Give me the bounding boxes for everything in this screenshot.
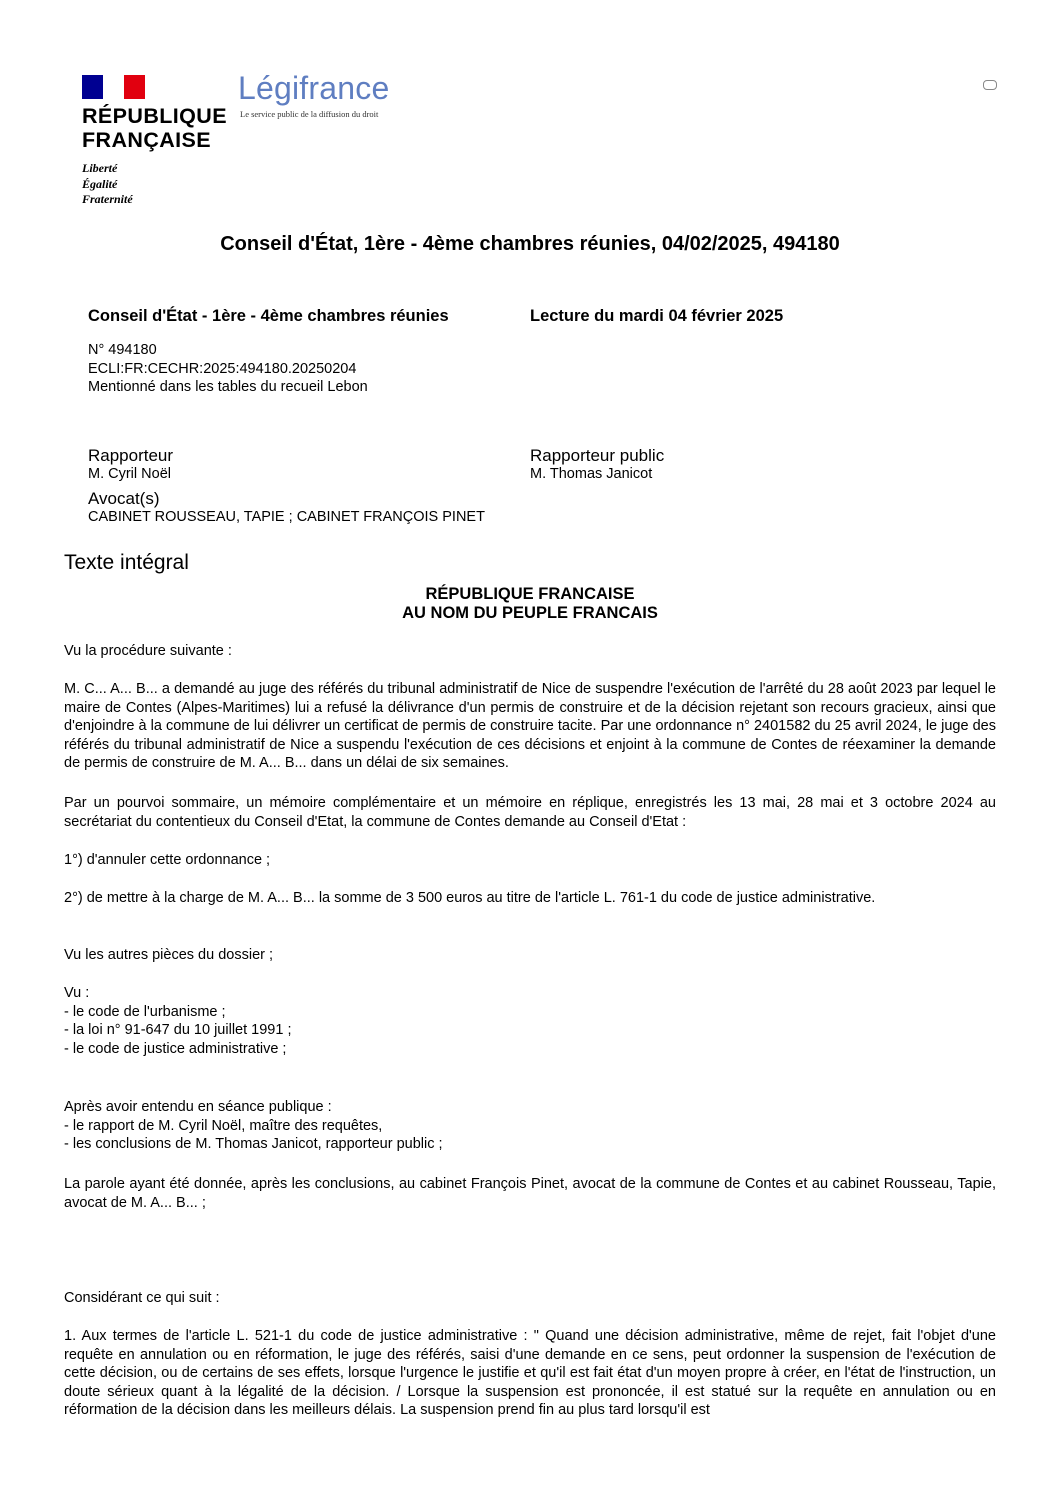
rapporteur-public-label: Rapporteur public xyxy=(530,446,665,465)
paragraph-item-1: 1°) d'annuler cette ordonnance ; xyxy=(64,852,271,868)
document-title: Conseil d'État, 1ère - 4ème chambres réunies, 04/02/2025, 494180 xyxy=(220,233,840,255)
document-meta xyxy=(88,341,368,397)
paragraph-pieces: Vu les autres pièces du dossier ; xyxy=(64,947,274,963)
rapporteur-label: Rapporteur xyxy=(88,446,174,465)
list-item: - le rapport de M. Cyril Noël, maître des requêtes, xyxy=(64,1117,383,1134)
court-name: Conseil d'État - 1ère - 4ème chambres réunies xyxy=(88,307,449,325)
legifrance-tagline: Le service public de la diffusion du droit xyxy=(240,109,379,119)
republique-banner xyxy=(0,585,1060,623)
paragraph-parole: La parole ayant été donnée, après les conclusions, au cabinet François Pinet, avocat de la commune de Contes et au cabinet Rousseau, Tapie, avocat de M. A... B... ; xyxy=(64,1176,996,1211)
paragraph-demande: M. C... A... B... a demandé au juge des référés du tribunal administratif de Nice de suspendre l'exécution de l'arrêté du 28 août 2023 par lequel le maire de Contes (Alpes-Maritimes) lui a refusé la délivrance d'un permis de construire et de la décision rejetant son recours gracieux, ainsi que d'enjoindre à la commune de lui délivrer un certificat de permis de construire tacite. Par une ordonnance n° 2401582 du 25 avril 2024, le juge des référés du tribunal administratif de Nice a suspendu l'exécution de ces décisions et enjoint à la commune de Contes de réexaminer la demande de permis de construire de M. A... B... dans un délai de six semaines. xyxy=(64,681,996,771)
list-item: Après avoir entendu en séance publique : xyxy=(64,1099,332,1115)
logo-line-1: RÉPUBLIQUE xyxy=(82,104,227,128)
list-item: - les conclusions de M. Thomas Janicot, rapporteur public ; xyxy=(64,1136,443,1152)
ecli: ECLI:FR:CECHR:2025:494180.20250204 xyxy=(88,360,357,377)
lecture-date: Lecture du mardi 04 février 2025 xyxy=(530,307,784,325)
banner-line-2: AU NOM DU PEUPLE FRANCAIS xyxy=(402,604,658,622)
devise-fraternite: Fraternité xyxy=(82,192,133,206)
avocats-names: CABINET ROUSSEAU, TAPIE ; CABINET FRANÇOIS PINET xyxy=(88,509,485,525)
logo-line-2: FRANÇAISE xyxy=(82,128,212,152)
vu-list xyxy=(64,984,996,1058)
french-flag-logo xyxy=(82,75,145,99)
paragraph-considerant: Considérant ce qui suit : xyxy=(64,1290,220,1306)
list-item: - le code de l'urbanisme ; xyxy=(64,1003,226,1020)
case-number: N° 494180 xyxy=(88,342,157,358)
lebon-mention: Mentionné dans les tables du recueil Lebon xyxy=(88,379,368,395)
list-item: - le code de justice administrative ; xyxy=(64,1040,287,1057)
avocats-label: Avocat(s) xyxy=(88,489,160,508)
paragraph-procedure: Vu la procédure suivante : xyxy=(64,643,232,659)
devise xyxy=(82,161,133,208)
rapporteur-name: M. Cyril Noël xyxy=(88,466,171,482)
apres-list xyxy=(64,1098,996,1154)
republique-francaise-logo xyxy=(82,104,227,152)
devise-egalite: Égalité xyxy=(82,176,118,191)
list-item: Vu : xyxy=(64,985,90,1001)
rapporteur-public-name: M. Thomas Janicot xyxy=(530,466,653,482)
legifrance-logo[interactable]: Légifrance xyxy=(238,70,390,106)
section-heading: Texte intégral xyxy=(64,551,189,574)
paragraph-point-1: 1. Aux termes de l'article L. 521-1 du code de justice administrative : " Quand une décision administrative, même de rejet, fait l'objet d'une requête en annulation ou en réformation, le juge des référés, saisi d'une demande en ce sens, peut ordonner la suspension de l'exécution de cette décision, ou de certains de ses effets, lorsque l'urgence le justifie et qu'il est fait état d'un moyen propre à créer, en l'état de l'instruction, un doute sérieux quant à la légalité de la décision. / Lorsque la suspension est prononcée, il est statué sur la requête en annulation ou en réformation de la décision dans les meilleurs délais. La suspension prend fin au plus tard lorsqu'il est xyxy=(64,1328,996,1418)
menu-toggle-button[interactable] xyxy=(983,80,997,90)
list-item: - la loi n° 91-647 du 10 juillet 1991 ; xyxy=(64,1022,292,1038)
banner-line-1: RÉPUBLIQUE FRANCAISE xyxy=(425,585,635,603)
devise-liberte: Liberté xyxy=(82,161,118,175)
paragraph-item-2: 2°) de mettre à la charge de M. A... B... la somme de 3 500 euros au titre de l'article L. 761-1 du code de justice administrative. xyxy=(64,890,876,906)
paragraph-pourvoi: Par un pourvoi sommaire, un mémoire complémentaire et un mémoire en réplique, enregistrés les 13 mai, 28 mai et 3 octobre 2024 au secrétariat du contentieux du Conseil d'Etat, la commune de Contes demande au Conseil d'Etat : xyxy=(64,795,996,830)
